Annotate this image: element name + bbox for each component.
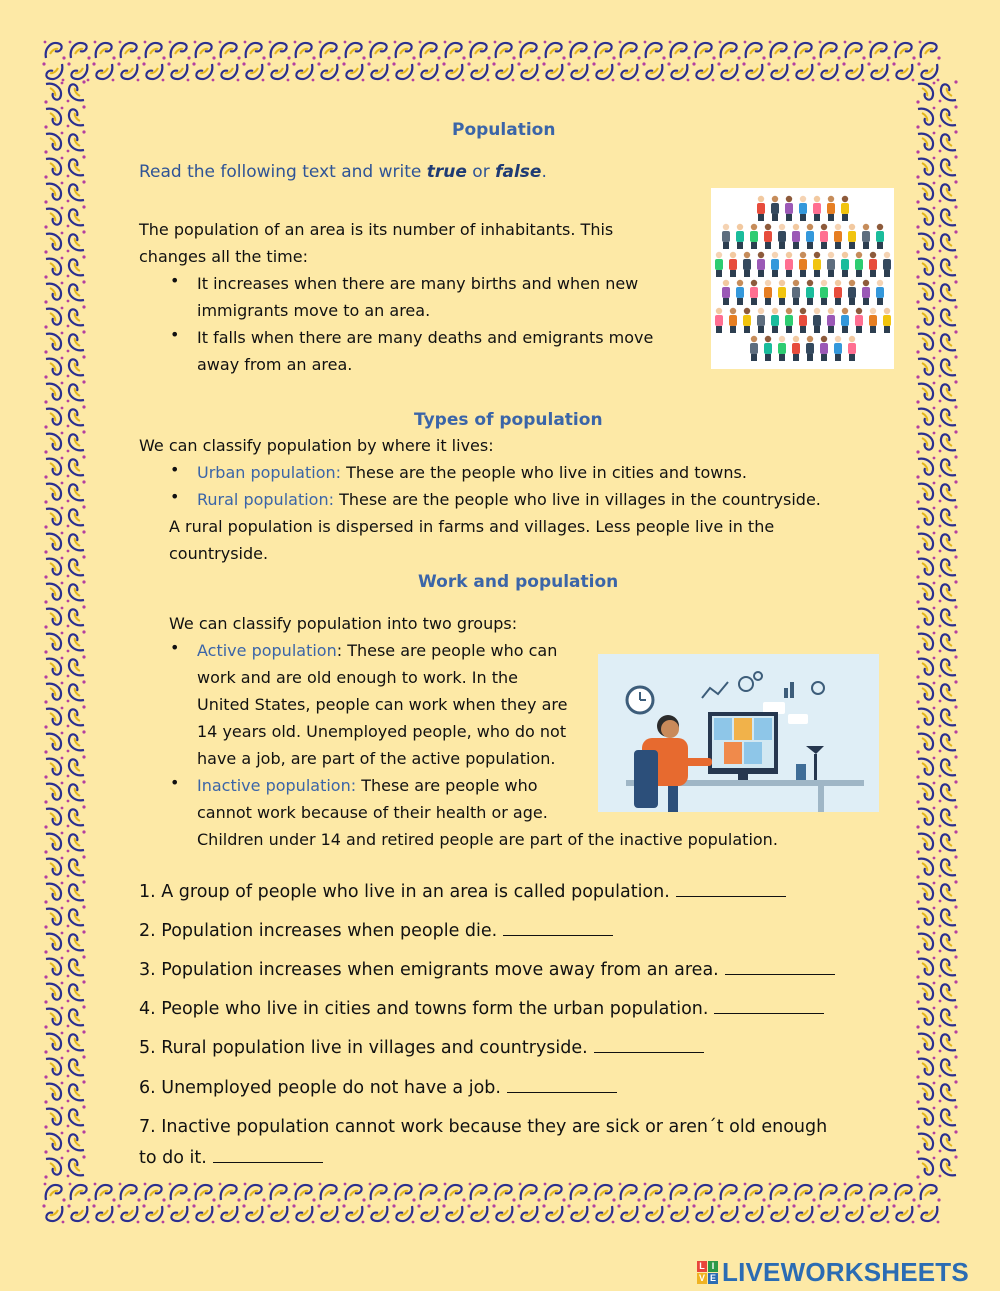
- active-line-5: have a job, are part of the active population.: [197, 749, 556, 768]
- person-figure: [785, 196, 793, 221]
- page-title: Population: [452, 120, 556, 140]
- person-figure: [722, 224, 730, 249]
- person-figure: [736, 224, 744, 249]
- intro-bullet-1-line-1: It increases when there are many births and when new: [197, 274, 639, 293]
- active-line-3: United States, people can work when they are: [197, 695, 568, 714]
- person-figure: [743, 308, 751, 333]
- false-word: false: [495, 162, 542, 182]
- person-figure: [869, 308, 877, 333]
- active-line-2: work and are old enough to work. In the: [197, 668, 518, 687]
- person-figure: [750, 336, 758, 361]
- person-figure: [855, 252, 863, 277]
- person-figure: [841, 308, 849, 333]
- person-figure: [771, 196, 779, 221]
- person-figure: [806, 336, 814, 361]
- person-figure: [855, 308, 863, 333]
- urban-item: Urban population: These are the people who live in cities and towns.: [197, 463, 747, 482]
- person-figure: [820, 280, 828, 305]
- person-figure: [729, 252, 737, 277]
- crowd-illustration: [711, 188, 894, 369]
- rural-item: Rural population: These are the people who live in villages in the countryside.: [197, 490, 821, 509]
- work-intro: We can classify population into two groups:: [169, 614, 518, 633]
- person-figure: [834, 280, 842, 305]
- person-figure: [869, 252, 877, 277]
- person-figure: [834, 224, 842, 249]
- person-figure: [792, 224, 800, 249]
- work-heading: Work and population: [418, 572, 619, 592]
- person-figure: [736, 280, 744, 305]
- types-heading: Types of population: [414, 410, 603, 430]
- bullet-icon: •: [170, 271, 180, 290]
- person-figure: [778, 224, 786, 249]
- person-figure: [764, 280, 772, 305]
- answer-blank-4[interactable]: [714, 1000, 824, 1014]
- person-figure: [841, 196, 849, 221]
- inactive-item: Inactive population: These are people who: [197, 776, 538, 795]
- active-line-4: 14 years old. Unemployed people, who do not: [197, 722, 567, 741]
- answer-blank-7[interactable]: [213, 1149, 323, 1163]
- person-figure: [799, 308, 807, 333]
- active-item: Active population: These are people who can: [197, 641, 558, 660]
- person-figure: [729, 308, 737, 333]
- person-figure: [820, 336, 828, 361]
- bullet-icon: •: [170, 487, 180, 506]
- person-figure: [813, 196, 821, 221]
- answer-blank-2[interactable]: [503, 922, 613, 936]
- person-figure: [743, 252, 751, 277]
- intro-bullet-1-line-2: immigrants move to an area.: [197, 301, 431, 320]
- intro-line-2: changes all the time:: [139, 247, 308, 266]
- question-3: 3. Population increases when emigrants move away from an area.: [139, 960, 835, 980]
- person-figure: [792, 336, 800, 361]
- answer-blank-1[interactable]: [676, 883, 786, 897]
- person-figure: [841, 252, 849, 277]
- bullet-icon: •: [170, 638, 180, 657]
- rural-term: Rural population:: [197, 490, 334, 509]
- inactive-line-2: cannot work because of their health or age.: [197, 803, 548, 822]
- inactive-term: Inactive population:: [197, 776, 357, 795]
- question-6: 6. Unemployed people do not have a job.: [139, 1078, 617, 1098]
- question-7-line-2: to do it.: [139, 1148, 323, 1168]
- person-figure: [876, 280, 884, 305]
- person-figure: [799, 196, 807, 221]
- person-figure: [771, 252, 779, 277]
- person-figure: [862, 280, 870, 305]
- instructions: Read the following text and write true or false.: [139, 162, 547, 182]
- question-4: 4. People who live in cities and towns form the urban population.: [139, 999, 824, 1019]
- inactive-line-3: Children under 14 and retired people are part of the inactive population.: [197, 830, 778, 849]
- person-figure: [848, 336, 856, 361]
- person-figure: [757, 196, 765, 221]
- logo-text: LIVEWORKSHEETS: [722, 1256, 969, 1287]
- bullet-icon: •: [170, 773, 180, 792]
- person-figure: [757, 252, 765, 277]
- answer-blank-3[interactable]: [725, 961, 835, 975]
- person-figure: [827, 252, 835, 277]
- intro-line-1: The population of an area is its number of inhabitants. This: [139, 220, 614, 239]
- active-term: Active population: [197, 641, 337, 660]
- logo-badge: L I V E: [698, 1260, 716, 1283]
- person-figure: [764, 336, 772, 361]
- person-figure: [827, 308, 835, 333]
- person-figure: [834, 336, 842, 361]
- person-figure: [785, 252, 793, 277]
- person-figure: [820, 224, 828, 249]
- person-figure: [813, 308, 821, 333]
- person-figure: [848, 224, 856, 249]
- person-figure: [715, 308, 723, 333]
- types-intro: We can classify population by where it lives:: [139, 436, 494, 455]
- rural-note-line-1: A rural population is dispersed in farms and villages. Less people live in the: [169, 517, 775, 536]
- person-figure: [750, 280, 758, 305]
- person-figure: [862, 224, 870, 249]
- answer-blank-5[interactable]: [594, 1039, 704, 1053]
- person-figure: [750, 224, 758, 249]
- intro-bullet-2-line-1: It falls when there are many deaths and emigrants move: [197, 328, 654, 347]
- person-figure: [806, 280, 814, 305]
- person-figure: [771, 308, 779, 333]
- liveworksheets-logo[interactable]: [697, 1258, 969, 1286]
- person-figure: [883, 308, 891, 333]
- person-figure: [778, 336, 786, 361]
- urban-term: Urban population:: [197, 463, 342, 482]
- bullet-icon: •: [170, 460, 180, 479]
- question-1: 1. A group of people who live in an area is called population.: [139, 882, 786, 902]
- bullet-icon: •: [170, 325, 180, 344]
- person-figure: [848, 280, 856, 305]
- person-figure: [806, 224, 814, 249]
- question-2: 2. Population increases when people die.: [139, 921, 613, 941]
- person-figure: [785, 308, 793, 333]
- person-figure: [799, 252, 807, 277]
- office-illustration: [598, 654, 879, 812]
- answer-blank-6[interactable]: [507, 1079, 617, 1093]
- person-figure: [876, 224, 884, 249]
- intro-bullet-2-line-2: away from an area.: [197, 355, 353, 374]
- person-figure: [827, 196, 835, 221]
- person-figure: [764, 224, 772, 249]
- true-word: true: [426, 162, 467, 182]
- question-5: 5. Rural population live in villages and countryside.: [139, 1038, 704, 1058]
- rural-note-line-2: countryside.: [169, 544, 269, 563]
- person-figure: [778, 280, 786, 305]
- person-figure: [715, 252, 723, 277]
- question-7-line-1: 7. Inactive population cannot work because they are sick or aren´t old enough: [139, 1117, 828, 1137]
- person-figure: [883, 252, 891, 277]
- person-figure: [757, 308, 765, 333]
- person-figure: [722, 280, 730, 305]
- person-figure: [792, 280, 800, 305]
- person-figure: [813, 252, 821, 277]
